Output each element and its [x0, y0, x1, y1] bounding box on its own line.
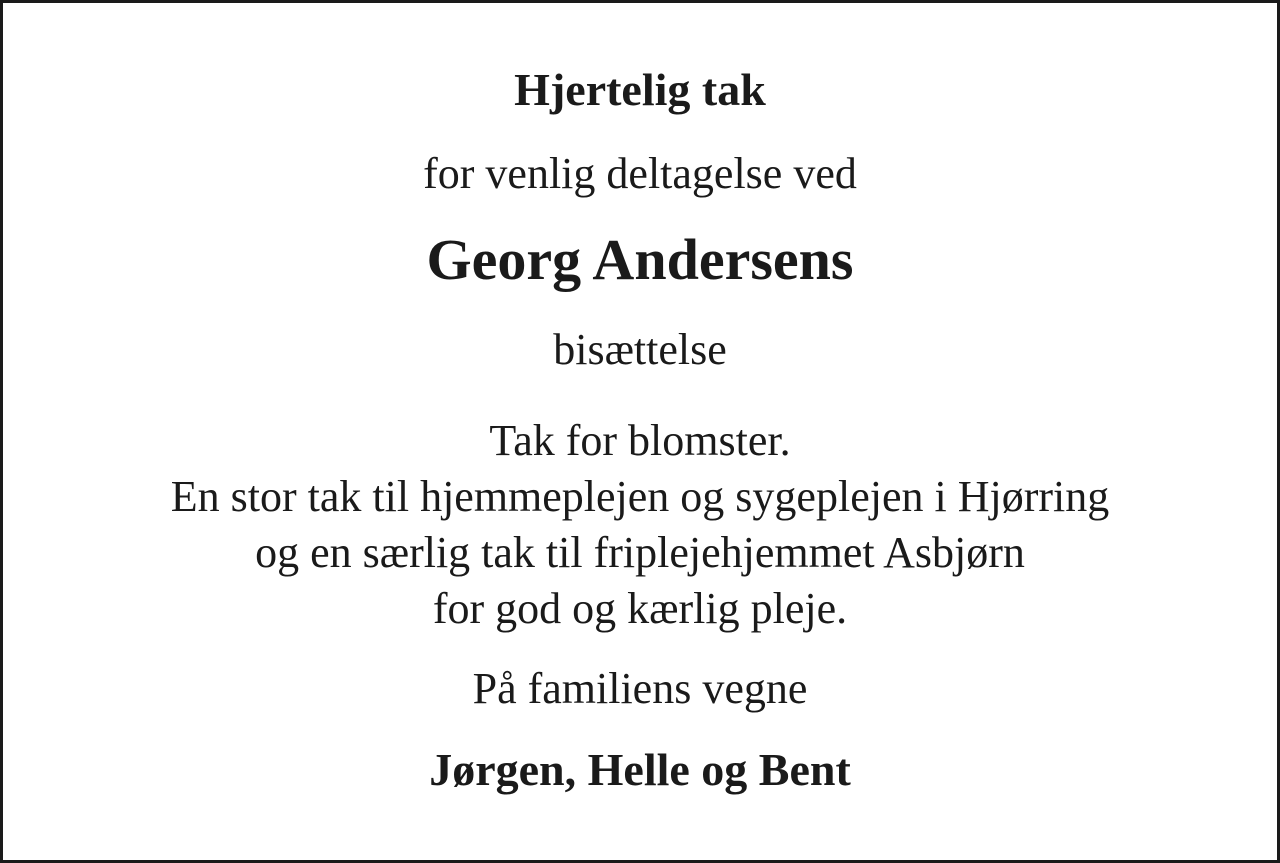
deceased-name: Georg Andersens: [426, 227, 854, 292]
closing-line: På familiens vegne: [472, 664, 808, 713]
signatories: Jørgen, Helle og Bent: [429, 744, 851, 795]
notice-heading: Hjertelig tak: [514, 64, 766, 115]
message-line: Tak for blomster.: [489, 416, 791, 465]
event-type: bisættelse: [553, 325, 727, 374]
message-line: og en særlig tak til friplejehjemmet Asbjørn: [255, 528, 1025, 577]
message-line: for god og kærlig pleje.: [432, 584, 848, 633]
thanks-message: [3, 413, 1277, 637]
notice-intro: for venlig deltagelse ved: [423, 149, 857, 198]
message-line: En stor tak til hjemmeplejen og sygeplejen i Hjørring: [170, 472, 1110, 521]
